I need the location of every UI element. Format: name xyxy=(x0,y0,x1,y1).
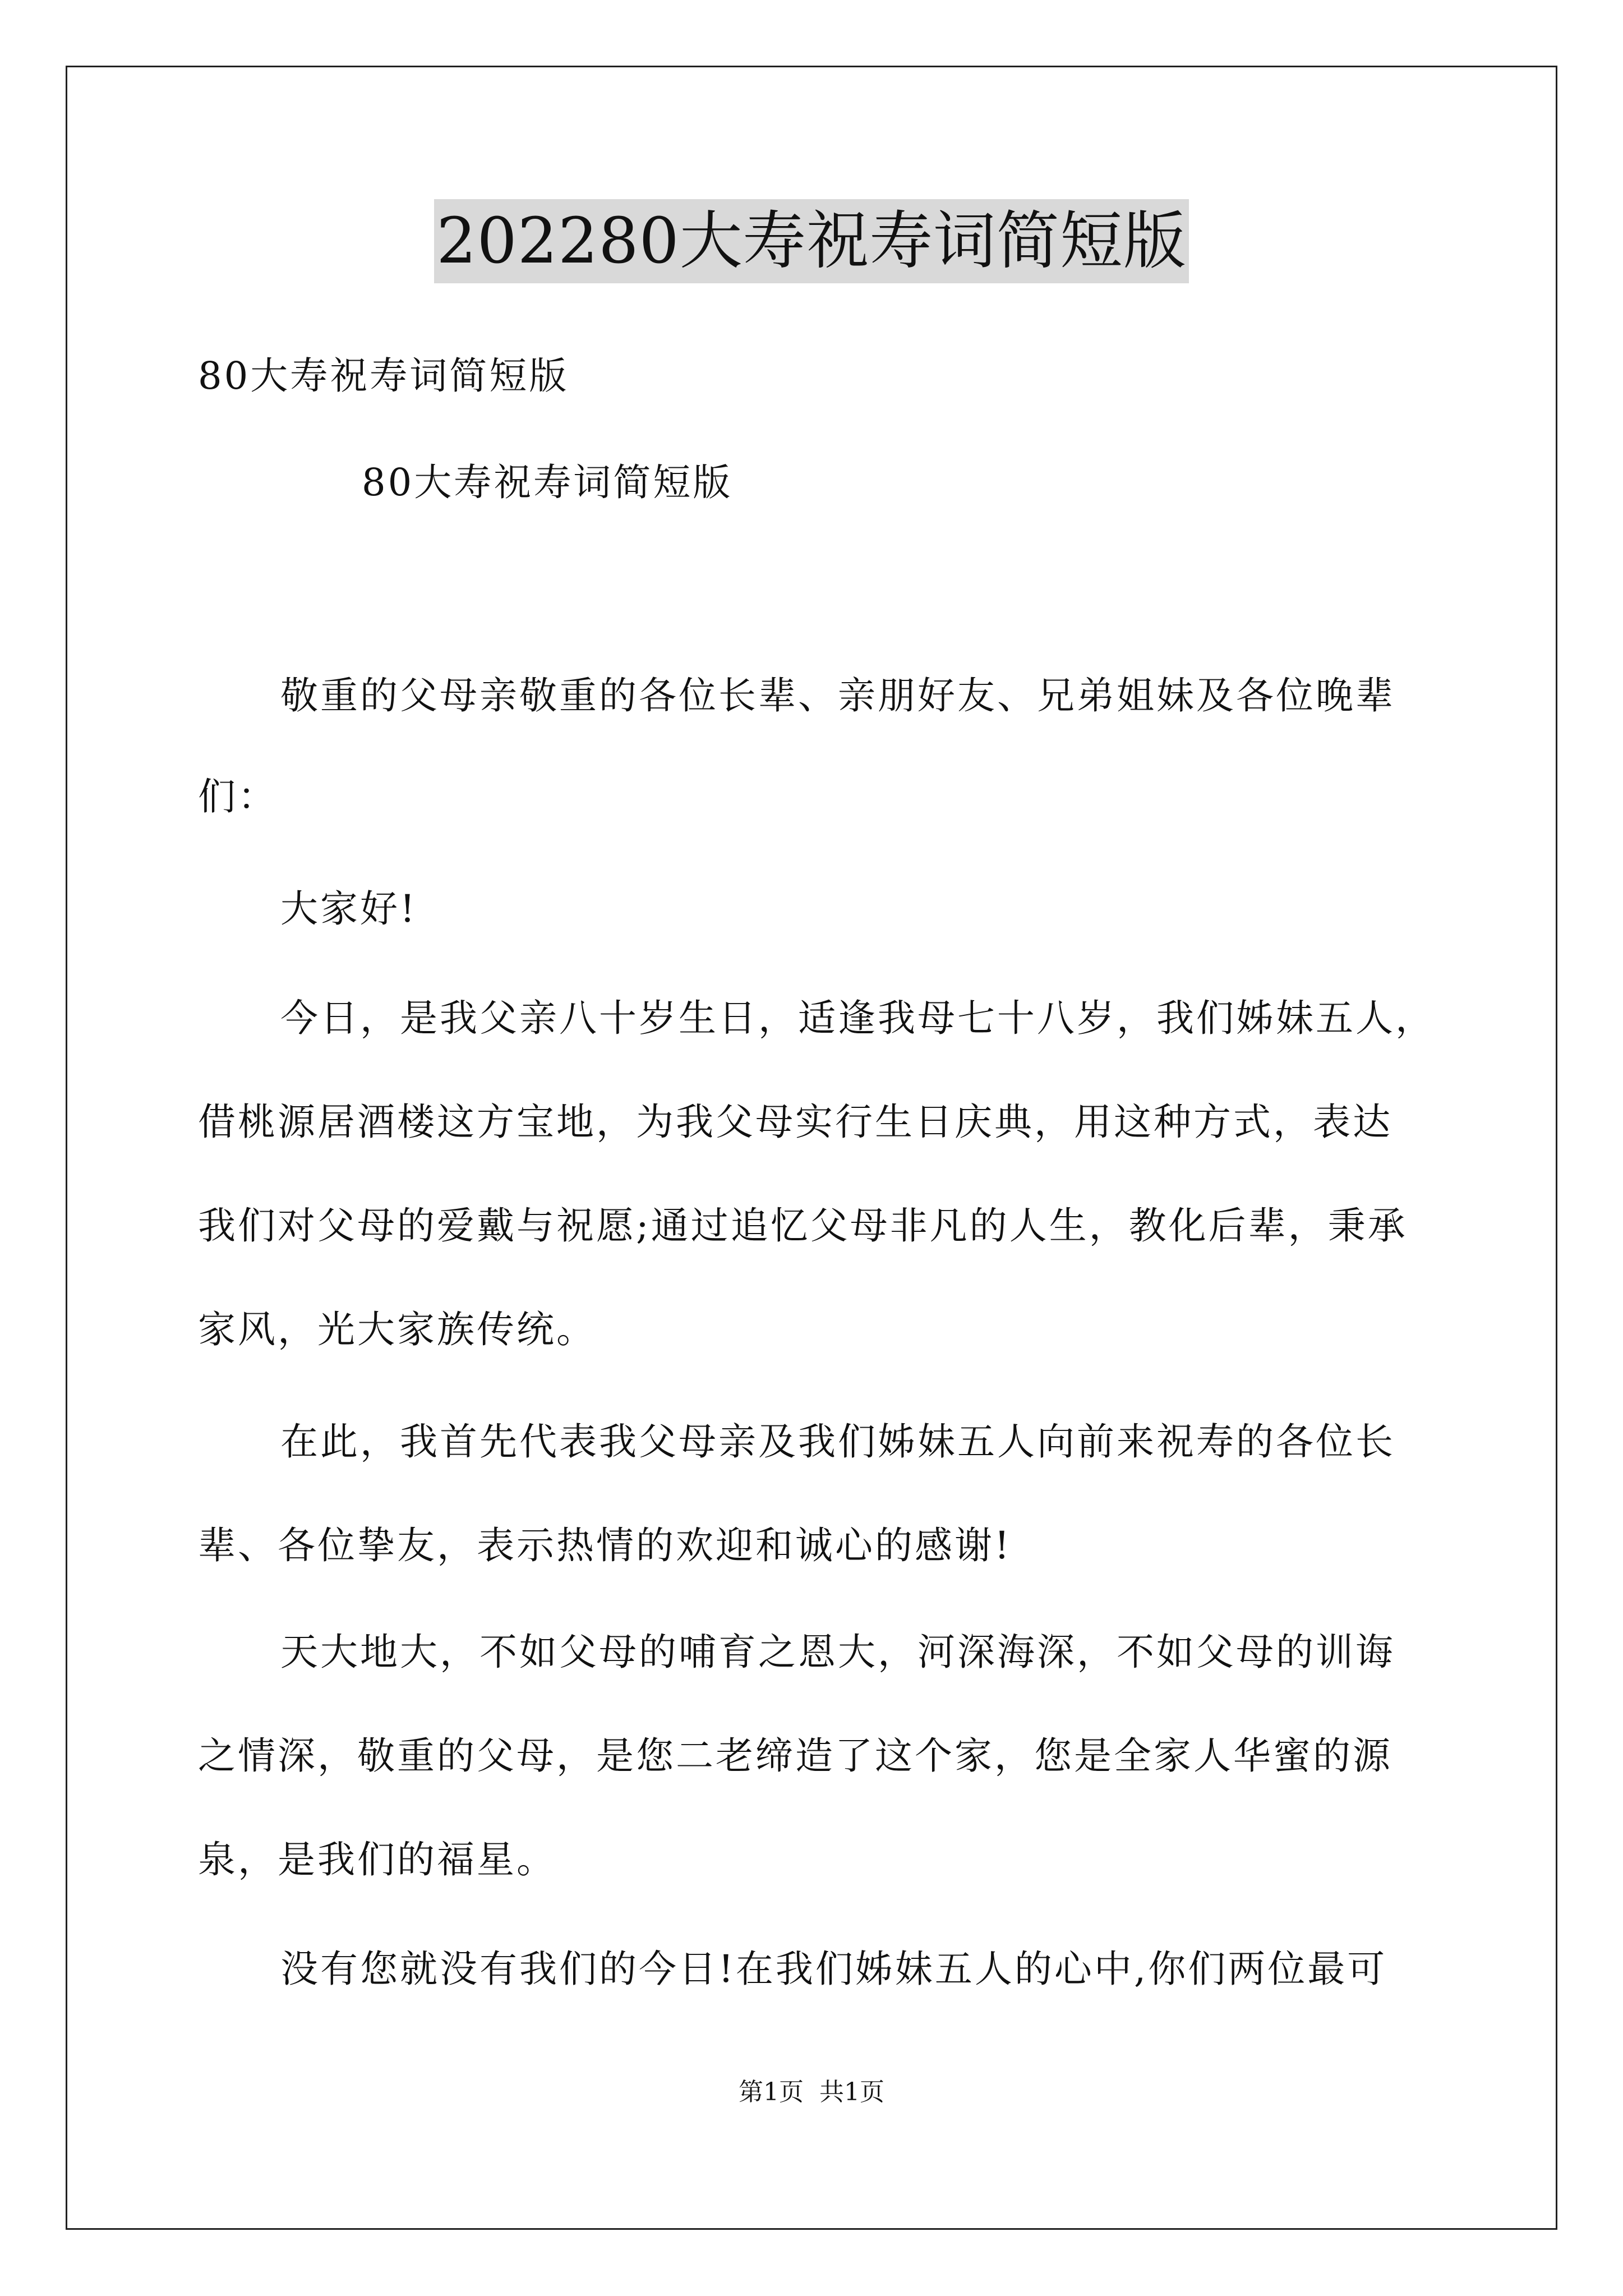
paragraph-line: 之情深，敬重的父母，是您二老缔造了这个家，您是全家人华蜜的源 xyxy=(198,1734,1393,1778)
paragraph-line: 借桃源居酒楼这方宝地，为我父母实行生日庆典，用这种方式，表达 xyxy=(198,1100,1393,1144)
paragraph-line: 们： xyxy=(198,775,278,818)
paragraph-line: 没有您就没有我们的今日!在我们姊妹五人的心中,你们两位最可 xyxy=(280,1947,1387,1991)
paragraph-line: 辈、各位挚友，表示热情的欢迎和诚心的感谢! xyxy=(198,1524,1012,1567)
page-number-total: 共1页 xyxy=(819,2078,884,2106)
title-container xyxy=(0,199,1623,283)
paragraph-line: 泉，是我们的福星。 xyxy=(198,1838,556,1881)
page-number-current: 第1页 xyxy=(739,2078,804,2106)
page-footer xyxy=(0,2076,1623,2109)
paragraph-line: 家风，光大家族传统。 xyxy=(198,1308,596,1351)
subtitle: 80大寿祝寿词简短版 xyxy=(198,354,569,398)
subtitle-indented: 80大寿祝寿词简短版 xyxy=(362,461,733,504)
document-title: 202280大寿祝寿词简短版 xyxy=(434,199,1189,283)
paragraph-line: 今日，是我父亲八十岁生日，适逢我母七十八岁，我们姊妹五人， xyxy=(280,996,1435,1040)
paragraph-line: 我们对父母的爱戴与祝愿;通过追忆父母非凡的人生，教化后辈，秉承 xyxy=(198,1204,1408,1248)
paragraph-line: 大家好! xyxy=(280,887,417,931)
paragraph-line: 敬重的父母亲敬重的各位长辈、亲朋好友、兄弟姐妹及各位晚辈 xyxy=(280,674,1395,717)
paragraph-line: 在此，我首先代表我父母亲及我们姊妹五人向前来祝寿的各位长 xyxy=(280,1420,1395,1464)
paragraph-line: 天大地大，不如父母的哺育之恩大，河深海深，不如父母的训诲 xyxy=(280,1630,1395,1674)
